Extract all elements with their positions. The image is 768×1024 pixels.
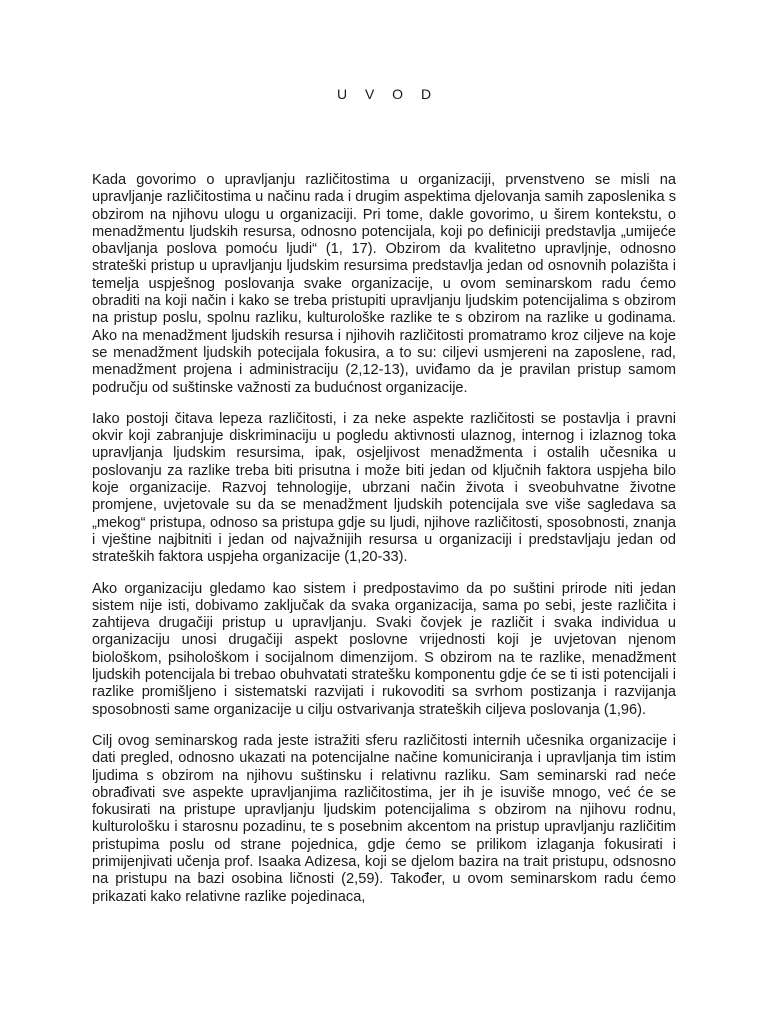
paragraph: Kada govorimo o upravljanju različitostima u organizaciji, prvenstveno se misli na upravljanje različitostima u načinu rada i drugim aspektima djelovanja samih zaposlenika s obzirom na njihovu ulogu u organizaciji. Pri tome, dakle govorimo, u širem kontekstu, o menadžmentu ljudskih resursa, odnosno potencijala, koji po definiciji predstavlja „umijeće obavljanja poslova pomoću ljudi“ (1, 17). Obzirom da kvalitetno upravljnje, odnosno strateški pristup u upravljanju ljudskim resursima predstavlja jedan od osnovnih polazišta i temelja uspješnog poslovanja svake organizacije, u ovom seminarskom radu ćemo obraditi na koji način i kako se treba pristupiti upravljanju ljudskim potencijalima s obzirom na pristup poslu, spolnu razliku, kulturološke razlike te s obzirom na razlike u godinama. Ako na menadžment ljudskih resursa i njihovih različitosti promatramo kroz ciljeve na koje se menadžment ljudskih potecijala fokusira, a to su: ciljevi usmjereni na zaposlene, rad, menadžment projena i administraciju (2,12-13), uviđamo da je pravilan pristup samom području od suštinske važnosti za budućnost organizacije.	[92, 172, 676, 396]
paragraph: Ako organizaciju gledamo kao sistem i predpostavimo da po suštini prirode niti jedan sistem nije isti, dobivamo zaključak da svaka organizacija, sama po sebi, jeste različita i zahtijeva drugačiji pristup u upravljanju. Svaki čovjek je različit i svaka individua u organizaciju unosi drugačiji aspekt poslovne vrijednosti koji je uvjetovan njenom biološkom, psihološkom i socijalnom dimenzijom. S obzirom na te razlike, menadžment ljudskih potencijala bi trebao obuhvatati stratešku komponentu gdje će se ti isti potencijali i razlike promišljeno i sistematski razvijati i rukovoditi sa svrhom postizanja i razvijanja sposobnosti same organizacije u cilju ostvarivanja strateških ciljeva poslovanja (1,96).	[92, 580, 676, 718]
page-title: U V O D	[336, 86, 439, 102]
document-body	[92, 172, 676, 906]
paragraph: Iako postoji čitava lepeza različitosti, i za neke aspekte različitosti se postavlja i pravni okvir koji zabranjuje diskriminaciju u pogledu aktivnosti ulaznog, internog i izlaznog toka upravljanja ljudskim resursima, ipak, osjeljivost menadžmenta i ostalih učesnika u poslovanju za razlike treba biti prisutna i može biti jedan od ključnih faktora uspjeha bilo koje organizacije. Razvoj tehnologije, ubrzani način života i sveobuhvatne životne promjene, uvjetovale su da se menadžment ljudskih potencijala sve više sagledava sa „mekog“ pristupa, odnoso sa pristupa gdje su ljudi, njihove različitosti, sposobnosti, znanja i vještine najbitniti i jedan od najvažnijih resursa u organizaciji i predstavljaju jedan od strateških faktora uspjeha organizacije (1,20-33).	[92, 410, 676, 566]
paragraph: Cilj ovog seminarskog rada jeste istražiti sferu različitosti internih učesnika organizacije i dati pregled, odnosno ukazati na potencijalne načine komuniciranja i upravljanja tim istim ljudima s obzirom na njihovu suštinsku i relativnu razliku. Sam seminarski rad neće obrađivati sve aspekte upravljanjima različitostima, jer ih je isuviše mnogo, već će se fokusirati na pristupe upravljanju ljudskim potencijalima s obzirom na njihovu rodnu, kulturološku i starosnu pozadinu, te s posebnim akcentom na pristup upravljanju različitim pristupima poslu od strane pojednica, gdje ćemo se prilikom izlaganja fokusirati i primijenjivati učenja prof. Isaaka Adizesa, koji se djelom bazira na trait pristupu, odsnosno na pristupu na bazi osobina ličnosti (2,59). Također, u ovom seminarskom radu ćemo prikazati kako relativne razlike pojedinaca,	[92, 732, 676, 905]
